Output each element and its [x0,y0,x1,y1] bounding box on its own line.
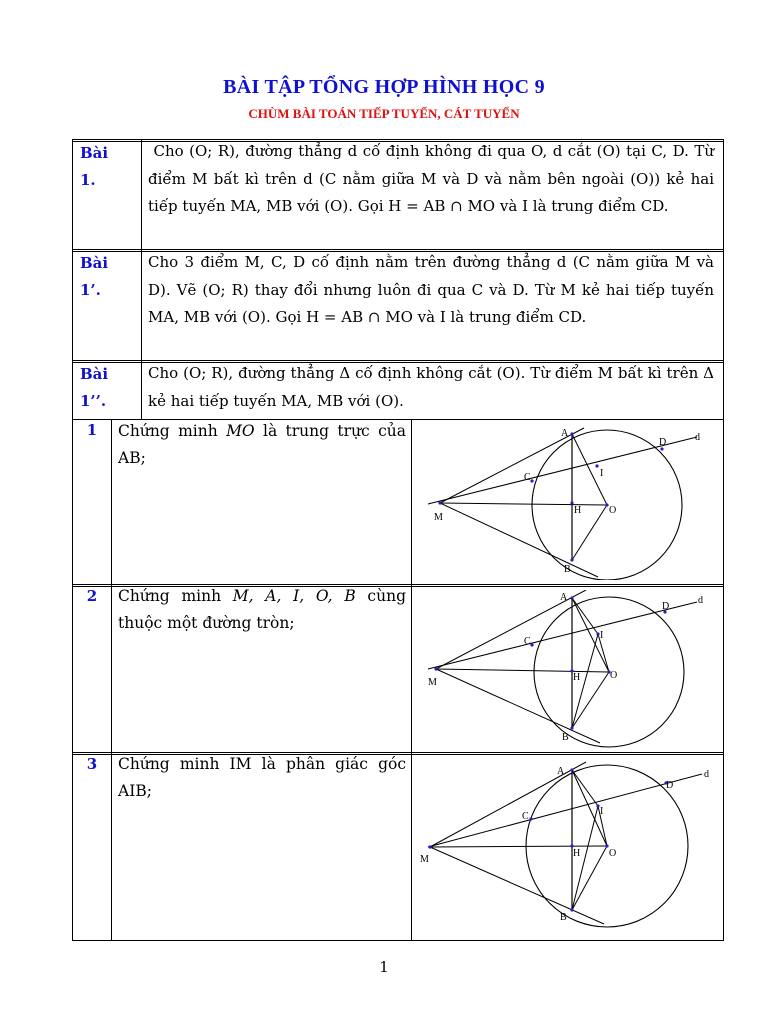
geometry-figure [414,590,720,748]
label-c: C [522,811,529,822]
problem-statement: Cho (O; R), đường thẳng Δ cố định không cắt (O). Từ điểm M bất kì trên Δ kẻ hai tiếp tuyến MA, MB với (O). [148,364,714,410]
label-i: I [600,468,604,479]
point-m [434,667,437,670]
figure-column-divider [411,420,412,941]
page-number: 1 [379,958,389,976]
problem-label: Bài 1. [80,144,109,189]
task-number: 1 [86,421,98,439]
segment-ai [572,598,598,634]
label-m: M [420,854,429,865]
document-subtitle: CHÙM BÀI TOÁN TIẾP TUYẾN, CÁT TUYẾN [248,106,520,121]
label-o: O [610,670,618,681]
number-column-divider [111,420,112,941]
segment-mo [436,669,609,672]
task-text: Chứng minh M, A, I, O, B cùng thuộc một đường tròn; [118,587,406,632]
segment-ai [572,770,598,806]
point-c [530,479,533,482]
point-c [529,817,532,820]
point-i [595,464,598,467]
point-c [530,643,533,646]
label-d: D [666,780,674,791]
label-i: I [600,630,604,641]
tangent-ma [440,428,584,503]
task-text: Chứng minh IM là phân giác góc AIB; [118,755,406,800]
label-b: B [562,732,569,743]
task-number: 3 [86,755,98,773]
line-d [428,774,702,847]
label-c: C [524,636,531,647]
label-m: M [434,512,443,523]
label-i: I [600,806,604,817]
task-text: Chứng minh MO là trung trực của AB; [118,422,406,467]
segment-mo [430,846,607,847]
label-o: O [609,505,617,516]
point-a [570,596,573,599]
label-h: H [573,672,581,683]
point-b [570,558,573,561]
geometry-figure [414,758,720,930]
label-a: A [557,766,565,777]
point-m [428,845,431,848]
document-title: BÀI TẬP TỔNG HỢP HÌNH HỌC 9 [223,76,545,98]
segment-mo [440,503,607,505]
label-d: D [659,437,667,448]
point-a [570,768,573,771]
table-bottom-border [72,940,724,941]
point-b [570,726,573,729]
label-d: D [662,601,670,612]
problem-statement: Cho (O; R), đường thẳng d cố định không đi qua O, d cắt (O) tại C, D. Từ điểm M bất kì trên d (C nằm giữa M và D và nằm bên ngoài (O)) kẻ hai tiếp tuyến MA, MB với (O). Gọi H = AB ∩ MO và I là trung điểm CD. [148,142,719,215]
problem-statement: Cho 3 điểm M, C, D cố định nằm trên đường thẳng d (C nằm giữa M và D). Vẽ (O; R) thay đổi nhưng luôn đi qua C và D. Từ M kẻ hai tiếp tuyến MA, MB với (O). Gọi H = AB ∩ MO và I là trung điểm CD. [148,253,714,326]
point-m [438,501,441,504]
line-d [428,437,697,504]
table-left-border [72,139,73,941]
label-line-d: d [698,595,703,606]
label-c: C [524,472,531,483]
point-b [570,908,573,911]
label-b: B [560,912,567,923]
label-b: B [564,564,571,575]
label-h: H [574,505,582,516]
problem-label: Bài 1’’. [80,365,109,410]
line-d [428,602,697,669]
task-number: 2 [86,587,98,605]
label-o: O [609,848,617,859]
label-a: A [561,428,569,439]
table-right-border [723,139,724,941]
geometry-figure [414,424,720,580]
label-line-d: d [695,432,700,443]
label-m: M [428,677,437,688]
point-a [570,432,573,435]
label-a: A [560,592,568,603]
label-h: H [573,848,581,859]
label-line-d: d [704,769,709,780]
label-column-divider [141,139,142,420]
problem-label: Bài 1’. [80,254,109,299]
